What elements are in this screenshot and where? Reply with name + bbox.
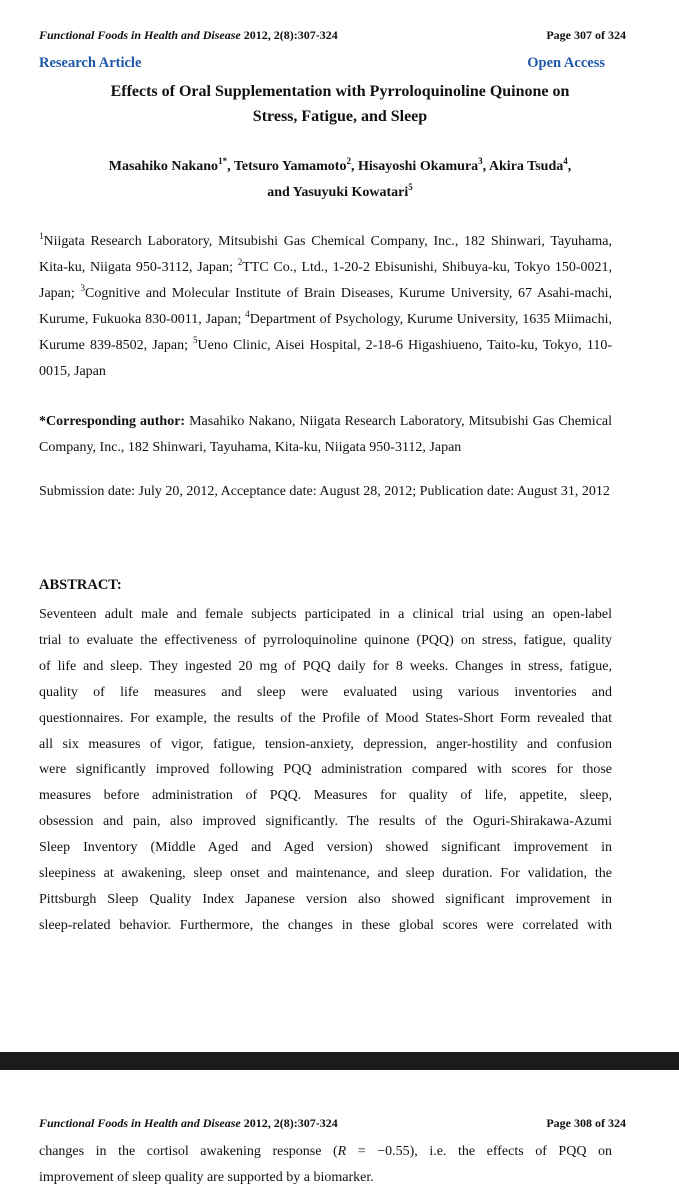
author-name: Tetsuro Yamamoto [233,159,347,174]
journal-name: Functional Foods in Health and Disease [39,28,241,42]
corresponding-author [39,409,612,461]
abstract-body [39,602,612,939]
abstract-line: Sleep Inventory (Middle Aged and Aged version) showed significant improvement in [39,840,612,856]
abstract-line: questionnaires. For example, the results of the Profile of Mood States-Short Form revealed that [39,710,612,726]
page2-body [39,1139,612,1191]
affiliation-sup: 2 [237,256,243,267]
citation: 2012, 2(8):307-324 [243,28,338,42]
abstract-line: were significantly improved following PQQ administration compared with scores for those [39,762,612,778]
author-sup: 3 [478,156,483,166]
open-access-label: Open Access [527,55,605,71]
author-separator: , [350,159,358,174]
author-sup: 1* [218,156,228,166]
citation: 2012, 2(8):307-324 [243,1116,338,1130]
body-line: improvement of sleep quality are supported by a biomarker. [39,1169,374,1185]
affiliations [39,229,612,384]
title-line-2: Stress, Fatigue, and Sleep [252,108,428,125]
abstract-line: measures before administration of PQQ. Measures for quality of life, appetite, sleep, [39,788,612,804]
author-name: Akira Tsuda [488,159,564,174]
author-name: Hisayoshi Okamura [357,159,479,174]
author-sup: 2 [346,156,351,166]
abstract-line: sleepiness at awakening, sleep onset and maintenance, and sleep duration. For validation, the [39,866,612,882]
affiliation-sup: 5 [193,334,198,345]
body-line [39,1139,612,1165]
author-separator: , [227,159,234,174]
title-line-1: Effects of Oral Supplementation with Pyrroloquinoline Quinone on [110,83,570,100]
abstract-line: sleep-related behavior. Furthermore, the changes in these global scores were correlated with [39,917,612,933]
publication-dates: Submission date: July 20, 2012, Acceptance date: August 28, 2012; Publication date: August 31, 2012 [39,484,610,499]
corresponding-text: Masahiko Nakano, Niigata Research Laboratory, Mitsubishi Gas Chemical Company, Inc., 182 Shinwari, Tayuhama, Kita-ku, Niigata 950-3112, Japan [39,414,613,455]
author-line-1: Masahiko Nakano$^{1*}$, Tetsuro Yamamoto$^2$, Hisayoshi Okamura$^3$, Akira Tsuda$^4$, [108,156,572,174]
article-type: Research Article [39,55,142,71]
abstract-line: Seventeen adult male and female subjects participated in a clinical trial using an open-label [39,607,612,622]
abstract-line: obsession and pain, also improved significantly. The results of the Oguri-Shirakawa-Azumi [39,814,612,830]
author-sup: 5 [408,182,413,192]
running-header-page2 [39,1116,338,1131]
author-name: Yasuyuki Kowatari [292,185,409,200]
variable-r: R [337,1144,347,1159]
abstract-line: trial to evaluate the effectiveness of pyrroloquinoline quinone (PQQ) on stress, fatigue, quality [39,632,612,648]
affiliation-text: Niigata Research Laboratory, Mitsubishi Gas Chemical Company, Inc., 182 Shinwari, Tayuhama, Kita-ku, Niigata 950-3112, Japan; [39,234,612,275]
author-line-2 [40,180,640,206]
abstract-heading: ABSTRACT: [39,577,122,593]
affiliation-text: Cognitive and Molecular Institute of Brain Diseases, Kurume University, 67 Asahi-machi, Kurume, Fukuoka 830-0011, Japan; [39,285,613,327]
page-number-page2: Page 308 of 324 [546,1116,626,1130]
body-text: = −0.55), i.e. the effects of PQQ on [346,1144,612,1159]
body-text: changes in the cortisol awakening response ( [39,1144,338,1159]
abstract-line: all six measures of vigor, fatigue, tension-anxiety, depression, anger-hostility and confusion [39,736,612,752]
affiliation-sup: 3 [80,282,85,293]
article-title [40,79,640,129]
affiliation-sup: 1 [39,231,44,241]
affiliation-text: Ueno Clinic, Aisei Hospital, 2-18-6 Higashiueno, Taito-ku, Tokyo, 110-0015, Japan [39,337,612,379]
author-list [40,154,640,206]
page-number: Page 307 of 324 [546,28,626,42]
author-separator: , [482,159,489,174]
abstract-line: of life and sleep. They ingested 20 mg of PQQ daily for 8 weeks. Changes in stress, fatigue, [39,658,612,674]
author-sup: 4 [563,156,568,166]
author-name: Masahiko Nakano [108,159,219,174]
abstract-line: quality of life measures and sleep were evaluated using various inventories and [39,684,612,700]
affiliation-text: TTC Co., Ltd., 1-20-2 Ebisunishi, Shibuya-ku, Tokyo 150-0021, Japan; [39,259,612,301]
corresponding-label: *Corresponding author: [39,414,186,429]
author-conjunction: and [267,185,293,200]
running-header [39,28,338,43]
abstract-line: Pittsburgh Sleep Quality Index Japanese version also showed significant improvement in [39,891,612,907]
affiliation-sup: 4 [245,308,250,319]
journal-name: Functional Foods in Health and Disease [39,1116,241,1130]
affiliation-text: Department of Psychology, Kurume University, 1635 Miimachi, Kurume 839-8502, Japan; [39,311,612,353]
page-divider [0,1052,679,1070]
